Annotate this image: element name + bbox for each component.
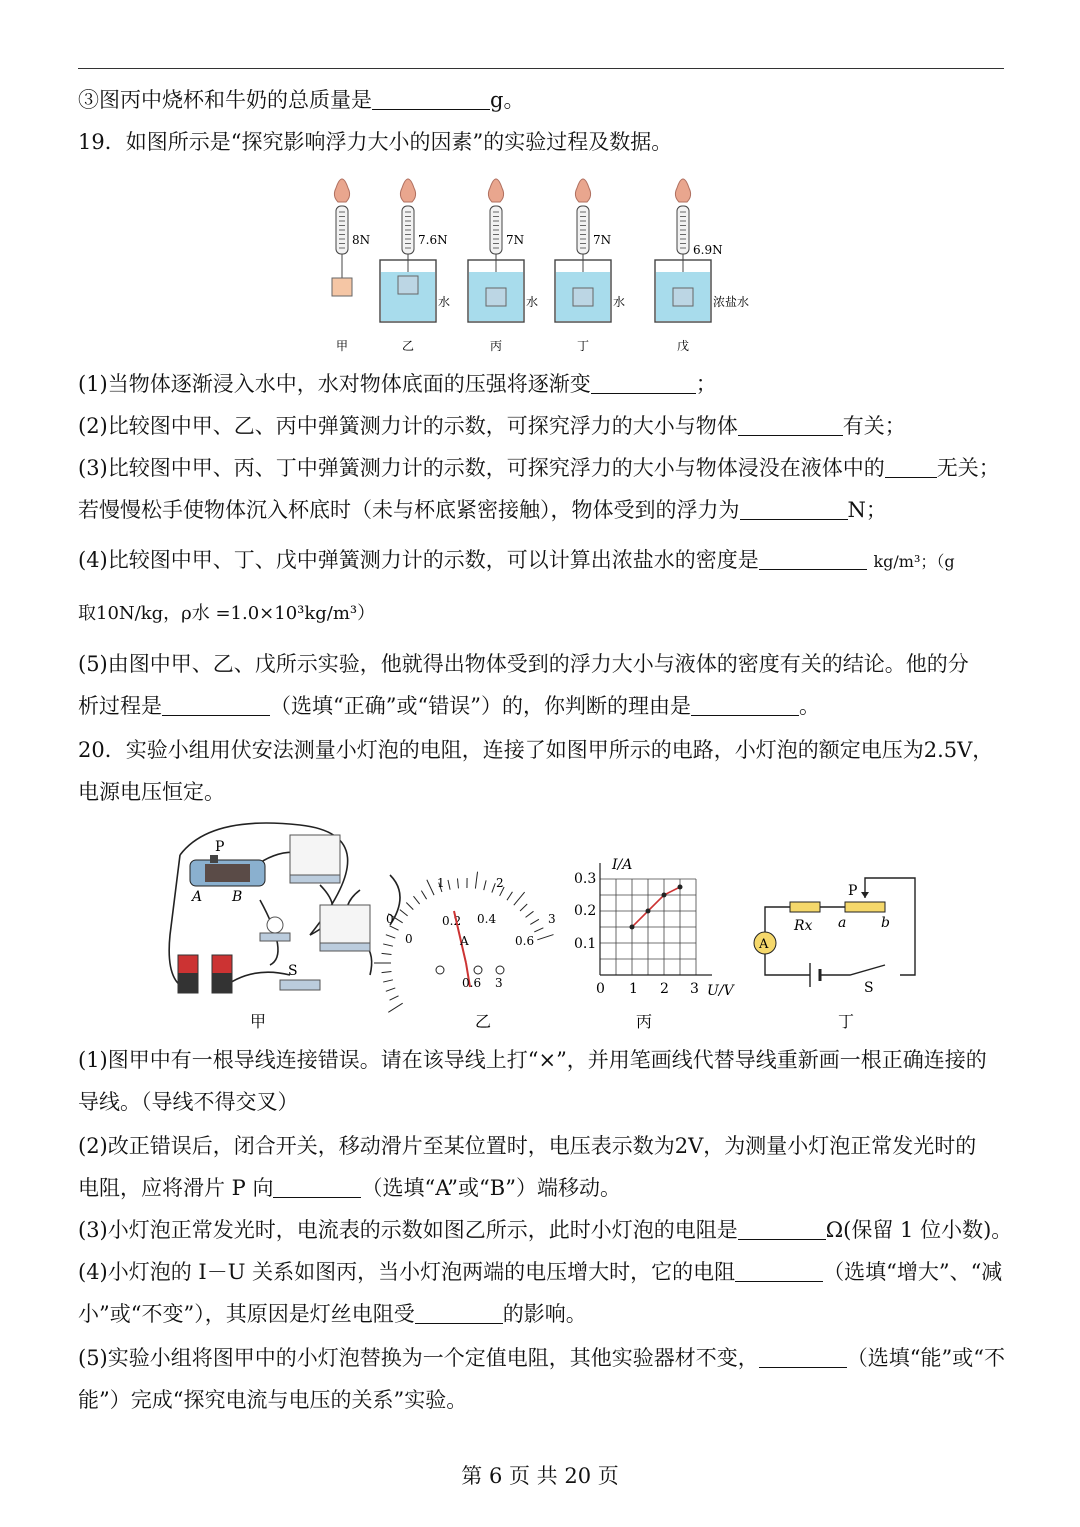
- blank[interactable]: [759, 1347, 847, 1368]
- q20-p2-line2: [78, 1174, 621, 1202]
- schem-b: b: [881, 915, 890, 931]
- schem-ammeter: A: [759, 937, 769, 952]
- ammeter-base: [320, 943, 370, 951]
- q20-p4b-end: 的影响。: [502, 1302, 587, 1326]
- schem-a: a: [838, 915, 847, 931]
- dial-unit: A: [460, 934, 469, 948]
- q20-p3: [78, 1216, 1012, 1244]
- dial-tick: [382, 971, 392, 972]
- fig-label: 戊: [677, 339, 690, 353]
- dial-t1: 1: [437, 876, 445, 890]
- dial-s04: 0.4: [477, 912, 497, 926]
- fig-label-bing: 丙: [636, 1012, 653, 1031]
- graph-ylabel: I/A: [612, 857, 633, 873]
- q19-p1-text: (1)当物体逐渐浸入水中，水对物体底面的压强将逐渐变: [78, 372, 591, 396]
- scale-reading: 7.6N: [418, 233, 448, 247]
- fig-label: 丁: [577, 339, 590, 353]
- battery-bottom: [212, 973, 232, 993]
- q20-p4b-text: 小”或“不变”），其原因是灯丝电阻受: [78, 1302, 415, 1326]
- fig-label-ding: 丁: [838, 1012, 855, 1031]
- dial-tick: [386, 935, 395, 938]
- ammeter-dial: [374, 872, 556, 1013]
- page-footer: 第 6 页 共 20 页: [461, 1464, 619, 1488]
- q20-p4-end: （选填“增大”、“减: [823, 1260, 1003, 1284]
- terminal-icon: [474, 966, 482, 974]
- q20-p5: [78, 1344, 1005, 1372]
- q19-p1-end: ；: [695, 372, 717, 396]
- q20-p4-text: (4)小灯泡的 I－U 关系如图丙，当小灯泡两端的电压增大时，它的电阻: [78, 1260, 736, 1284]
- dial-t2: 2: [496, 876, 504, 890]
- blank[interactable]: [591, 373, 696, 394]
- hand-icon: [400, 179, 415, 202]
- dial-tick: [537, 935, 553, 940]
- q19-p4b: 取10N/kg，ρ水 =1.0×10³kg/m³）: [78, 603, 376, 624]
- hand-icon: [675, 179, 690, 202]
- scale-reading: 7N: [593, 233, 612, 247]
- dial-tick: [530, 919, 539, 924]
- data-point: [646, 909, 651, 914]
- q18-part3-text: ③图丙中烧杯和牛奶的总质量是: [78, 88, 372, 112]
- rheostat-slider[interactable]: [210, 855, 218, 863]
- q20-p4b: [78, 1300, 587, 1328]
- q20-p3-text: (3)小灯泡正常发光时，电流表的示数如图乙所示，此时小灯泡的电阻是: [78, 1218, 738, 1242]
- graph-x1: 1: [629, 981, 638, 997]
- test-object: [332, 278, 352, 296]
- q20-p2-end: （选填“A”或“B”）端移动。: [361, 1176, 621, 1200]
- label-a: A: [192, 889, 203, 905]
- liquid-label: 水: [526, 295, 539, 309]
- dial-tick: [457, 878, 458, 888]
- dial-tick: [383, 980, 393, 982]
- data-point: [630, 925, 635, 930]
- dial-tick: [400, 910, 408, 916]
- schem-rx: Rx: [794, 918, 813, 934]
- q19-p5-line1: (5)由图中甲、乙、戊所示实验，他就得出物体受到的浮力大小与液体的密度有关的结论。他的分: [78, 652, 969, 676]
- graph-x0: 0: [596, 981, 605, 997]
- q20-p1-line1: (1)图甲中有一根导线连接错误。请在该导线上打“×”，并用笔画线代替导线重新画一根正确连接的: [78, 1048, 987, 1072]
- dial-tick: [484, 880, 486, 890]
- dial-term1: 0.6: [462, 976, 482, 990]
- dial-tick: [427, 880, 434, 895]
- liquid-label: 水: [613, 295, 626, 309]
- q20-p5-text: (5)实验小组将图甲中的小灯泡替换为一个定值电阻，其他实验器材不变，: [78, 1346, 759, 1370]
- graph-xlabel: U/V: [707, 983, 734, 999]
- blank[interactable]: [415, 1303, 503, 1324]
- q20-stem-1: 20．实验小组用伏安法测量小灯泡的电阻，连接了如图甲所示的电路，小灯泡的额定电压为2.5V，: [78, 738, 994, 762]
- dial-tick: [514, 892, 525, 905]
- dial-tick: [507, 892, 512, 900]
- blank[interactable]: [372, 89, 490, 110]
- iu-graph: [574, 857, 736, 999]
- blank[interactable]: [162, 695, 270, 716]
- scale-reading: 6.9N: [693, 243, 723, 257]
- blank[interactable]: [735, 1261, 823, 1282]
- q20-p5b: 能”）完成“探究电流与电压的关系”实验。: [78, 1388, 468, 1412]
- circuit-figures: [150, 815, 930, 1040]
- q18-part3: [78, 86, 524, 114]
- q19-p3b-text: 若慢慢松手使物体沉入杯底时（未与杯底紧密接触），物体受到的浮力为: [78, 498, 740, 522]
- dial-tick: [421, 891, 426, 900]
- rheostat-schematic: [845, 902, 885, 912]
- scale-reading: 7N: [506, 233, 525, 247]
- dial-t3: 3: [548, 912, 556, 926]
- iu-curve: [632, 887, 680, 927]
- test-object: [573, 288, 593, 306]
- q19-p3-end: 无关；: [936, 456, 1000, 480]
- q20-p1-line2: 导线。（导线不得交叉）: [78, 1090, 299, 1114]
- resistor-rx: [790, 902, 820, 912]
- graph-y1: 0.1: [574, 936, 597, 952]
- q19-p1: [78, 370, 717, 398]
- q19-p2: [78, 412, 906, 440]
- q19-p5-text: 析过程是: [78, 694, 162, 718]
- dial-s06: 0.6: [515, 934, 535, 948]
- dial-tick: [390, 926, 399, 930]
- liquid-label: 水: [438, 295, 451, 309]
- dial-tick: [383, 944, 393, 946]
- ammeter: [320, 905, 370, 943]
- fig-label: 甲: [336, 339, 349, 353]
- bulb-icon: [267, 917, 283, 933]
- blank[interactable]: [691, 695, 799, 716]
- test-object: [398, 276, 418, 294]
- hand-icon: [575, 179, 590, 202]
- dial-tick: [448, 880, 450, 890]
- blank[interactable]: [738, 1219, 826, 1240]
- q19-p2-text: (2)比较图中甲、乙、丙中弹簧测力计的示数，可探究浮力的大小与物体: [78, 414, 738, 438]
- blank[interactable]: [759, 549, 867, 570]
- blank[interactable]: [740, 499, 848, 520]
- dial-tick: [492, 883, 495, 892]
- graph-y3: 0.3: [574, 871, 597, 887]
- q19-p3b: [78, 496, 887, 524]
- label-s: S: [288, 963, 298, 979]
- graph-x3: 3: [690, 981, 699, 997]
- liquid-label: 浓盐水: [713, 295, 750, 309]
- q19-p3b-end: N；: [847, 498, 887, 522]
- rheostat-coil: [205, 864, 250, 882]
- voltmeter: [290, 835, 340, 875]
- q19-p5-mid: （选填“正确”或“错误”）的，你判断的理由是: [270, 694, 691, 718]
- q19-p4: [78, 546, 955, 576]
- q19-p5-end: 。: [798, 694, 820, 718]
- q19-p4-text: (4)比较图中甲、丁、戊中弹簧测力计的示数，可以计算出浓盐水的密度是: [78, 548, 759, 572]
- q20-p4: [78, 1258, 1002, 1286]
- battery-bottom: [178, 973, 198, 993]
- terminal-icon: [496, 966, 504, 974]
- fig-label-yi: 乙: [475, 1012, 492, 1031]
- dial-tick: [475, 872, 477, 889]
- data-point: [678, 885, 683, 890]
- graph-y2: 0.2: [574, 903, 597, 919]
- fig-label-jia: 甲: [250, 1012, 267, 1031]
- schem-p: P: [848, 883, 858, 899]
- dial-tick: [520, 904, 527, 911]
- blank[interactable]: [885, 457, 937, 478]
- schem-s: S: [864, 980, 874, 996]
- q20-p5-end: （选填“能”或“不: [846, 1346, 1005, 1370]
- bulb-base: [260, 933, 290, 941]
- label-b: B: [232, 889, 243, 905]
- slider-arrow-icon: [861, 892, 869, 898]
- blank[interactable]: [738, 415, 843, 436]
- dial-tick: [390, 996, 399, 1000]
- dial-term2: 3: [495, 976, 503, 990]
- label-p: P: [215, 839, 225, 855]
- fig-label: 乙: [402, 339, 415, 353]
- blank[interactable]: [273, 1177, 361, 1198]
- q20-p2-line1: (2)改正错误后，闭合开关，移动滑片至某位置时，电压表示数为2V，为测量小灯泡正常发光时的: [78, 1134, 977, 1158]
- q19-p5-line2: [78, 692, 820, 720]
- q19-p3: [78, 454, 1000, 482]
- switch-icon[interactable]: [280, 980, 320, 990]
- graph-x2: 2: [660, 981, 669, 997]
- terminal-icon: [436, 966, 444, 974]
- hand-icon: [334, 179, 349, 202]
- fig-label: 丙: [490, 339, 503, 353]
- dial-tick: [413, 896, 419, 904]
- dial-tick: [406, 903, 413, 910]
- data-point: [662, 893, 667, 898]
- q20-p3-end: Ω(保留 1 位小数)。: [825, 1218, 1013, 1242]
- q19-p2-end: 有关；: [842, 414, 906, 438]
- header-rule: [78, 68, 1004, 69]
- dial-tick: [526, 911, 534, 917]
- q20-stem-2: 电源电压恒定。: [78, 780, 225, 804]
- test-object: [673, 288, 693, 306]
- dial-tick: [386, 988, 395, 991]
- dial-t0: 0: [386, 912, 394, 926]
- dial-s02: 0.2: [442, 914, 462, 928]
- voltmeter-base: [290, 875, 340, 883]
- hand-icon: [488, 179, 503, 202]
- test-object: [486, 288, 506, 306]
- q18-part3-unit: g。: [490, 88, 525, 112]
- schematic: [765, 878, 915, 987]
- dial-tick: [388, 1003, 402, 1012]
- scale-reading: 8N: [352, 233, 371, 247]
- dial-tick: [382, 953, 392, 954]
- dial-s0: 0: [405, 932, 413, 946]
- q19-p3-text: (3)比较图中甲、丙、丁中弹簧测力计的示数，可探究浮力的大小与物体浸没在液体中的: [78, 456, 885, 480]
- q19-stem: 19．如图所示是“探究影响浮力大小的因素”的实验过程及数据。: [78, 130, 673, 154]
- q20-p2-text: 电阻，应将滑片 P 向: [78, 1176, 274, 1200]
- buoyancy-figure: [300, 168, 780, 358]
- dial-tick: [534, 928, 543, 932]
- q19-p4-unit: kg/m³；（g: [873, 552, 955, 571]
